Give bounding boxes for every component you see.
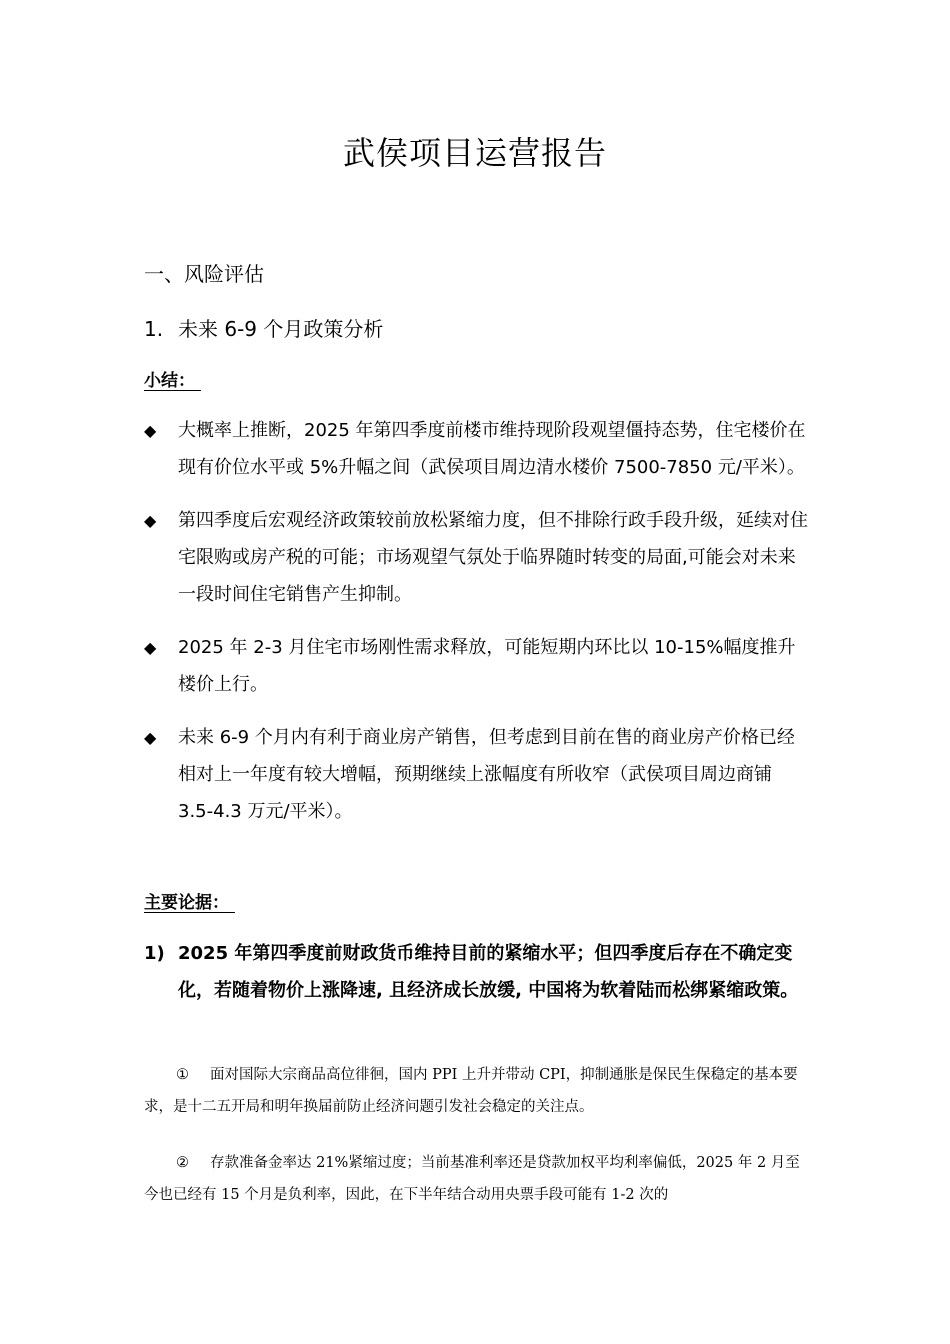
argument-number: 1) (144, 943, 165, 964)
subsection-heading (144, 313, 383, 342)
list-item (144, 502, 812, 613)
bullet-text: 大概率上推断，2025 年第四季度前楼市维持现阶段观望僵持态势，住宅楼价在现有价位水平或 5%升幅之间（武侯项目周边清水楼价 7500-7850 元/平米）。 (178, 420, 806, 478)
summary-label (144, 366, 201, 391)
arguments-label (144, 888, 235, 913)
arguments-label-text: 主要论据： (144, 893, 229, 913)
body-paragraph (144, 1059, 812, 1123)
list-item (144, 629, 812, 703)
subsection-title: 未来 6-9 个月政策分析 (178, 317, 384, 341)
diamond-bullet-icon: ◆ (144, 638, 157, 657)
section-heading: 一、风险评估 (144, 262, 264, 286)
list-item (144, 412, 812, 486)
diamond-bullet-icon: ◆ (144, 511, 157, 530)
paragraph-text: 存款准备金率达 21%紧缩过度；当前基准利率还是贷款加权平均利率偏低，2025 年 2 月至今也已经有 15 个月是负利率，因此，在下半年结合动用央票手段可能有 1-2 次的 (144, 1155, 800, 1203)
paragraph-marker: ① (176, 1067, 189, 1083)
argument-text: 2025 年第四季度前财政货币维持目前的紧缩水平；但四季度后存在不确定变化，若随着物价上涨降速, 且经济成长放缓, 中国将为软着陆而松绑紧缩政策。 (178, 943, 799, 1001)
arguments-list (144, 935, 812, 1009)
summary-label-text: 小结： (144, 371, 195, 391)
bullet-text: 第四季度后宏观经济政策较前放松紧缩力度，但不排除行政手段升级，延续对住宅限购或房产税的可能；市场观望气氛处于临界随时转变的局面,可能会对未来一段时间住宅销售产生抑制。 (178, 510, 808, 605)
paragraph-text: 面对国际大宗商品高位徘徊，国内 PPI 上升并带动 CPI，抑制通胀是保民生保稳定的基本要求，是十二五开局和明年换届前防止经济问题引发社会稳定的关注点。 (144, 1067, 798, 1115)
list-item (144, 935, 812, 1009)
summary-bullet-list (144, 412, 812, 846)
list-item (144, 719, 812, 830)
paragraph-marker: ② (176, 1155, 189, 1171)
bullet-text: 未来 6-9 个月内有利于商业房产销售，但考虑到目前在售的商业房产价格已经相对上一年度有较大增幅，预期继续上涨幅度有所收窄（武侯项目周边商铺 3.5-4.3 万元/平米）。 (178, 727, 795, 822)
diamond-bullet-icon: ◆ (144, 421, 157, 440)
body-paragraph (144, 1147, 812, 1211)
subsection-number: 1. (144, 317, 164, 341)
page-title: 武侯项目运营报告 (342, 134, 607, 172)
bullet-text: 2025 年 2-3 月住宅市场刚性需求释放，可能短期内环比以 10-15%幅度推升楼价上行。 (178, 637, 796, 695)
diamond-bullet-icon: ◆ (144, 728, 157, 747)
